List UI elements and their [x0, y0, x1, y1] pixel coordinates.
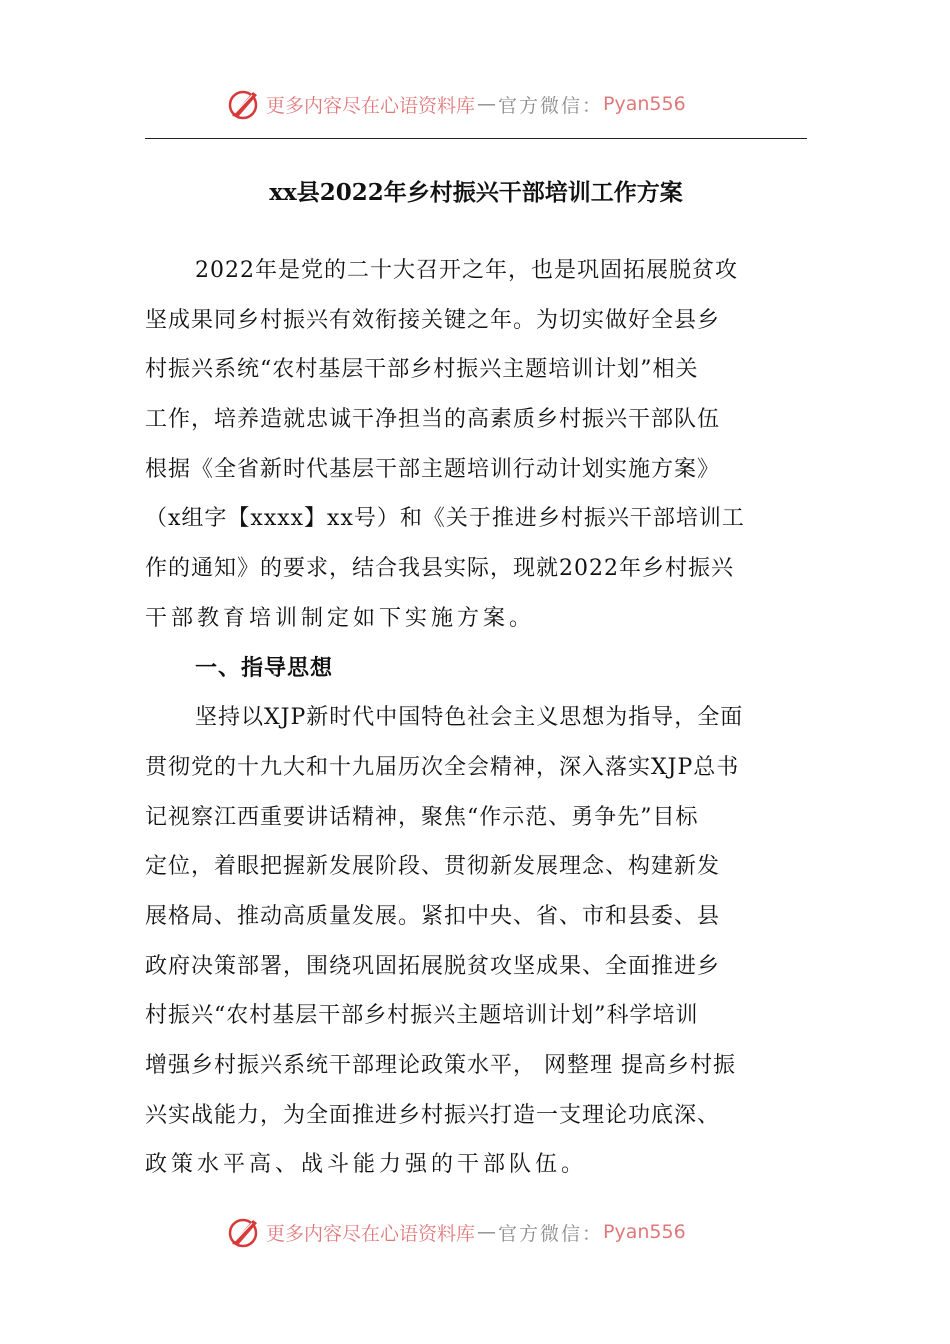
header-divider: [145, 138, 807, 139]
paragraph-line: 增强乡村振兴系统干部理论政策水平， 网整理 提高乡村振: [145, 1053, 736, 1078]
watermark-main-text: 更多内容尽在心语资料库: [266, 94, 476, 117]
quill-pen-logo-icon: [226, 1214, 262, 1250]
paragraph-line: 2022年是党的二十大召开之年，也是巩固拓展脱贫攻: [195, 258, 738, 283]
watermark-wechat-id: Pyan556: [603, 1221, 686, 1243]
paragraph-line: 贯彻党的十九大和十九届历次全会精神，深入落实XJP总书: [145, 754, 740, 780]
paragraph-line: 兴实战能力，为全面推进乡村振兴打造一支理论功底深、: [145, 1102, 721, 1128]
paragraph-line: 干部教育培训制定如下实施方案。: [145, 605, 536, 631]
paragraph-line: 展格局、推动高质量发展。紧扣中央、省、市和县委、县: [145, 903, 721, 929]
watermark-label: 官方微信：: [498, 94, 604, 117]
paragraph-line: 政策水平高、战斗能力强的干部队伍。: [145, 1152, 588, 1178]
watermark-wechat-id: Pyan556: [603, 93, 686, 115]
document-body: [145, 246, 807, 1190]
paragraph-line: 记视察江西重要讲话精神，聚焦“作示范、勇争先”目标: [145, 804, 699, 830]
watermark-main-text: 更多内容尽在心语资料库: [266, 1222, 476, 1245]
paragraph-line: 根据《全省新时代基层干部主题培训行动计划实施方案》: [145, 456, 721, 482]
watermark-label: 官方微信：: [498, 1222, 604, 1245]
paragraph-line: 村振兴“农村基层干部乡村振兴主题培训计划”科学培训: [145, 1003, 699, 1029]
paragraph-line: （x组字【xxxx】xx号）和《关于推进乡村振兴干部培训工: [145, 506, 745, 532]
paragraph-line: 政府决策部署，围绕巩固拓展脱贫攻坚成果、全面推进乡: [145, 953, 721, 979]
paragraph-line: 坚成果同乡村振兴有效衔接关键之年。为切实做好全县乡: [145, 307, 721, 333]
footer-watermark: [226, 1212, 686, 1252]
paragraph-line: 定位，着眼把握新发展阶段、贯彻新发展理念、构建新发: [145, 854, 721, 880]
header-watermark: [226, 84, 686, 124]
watermark-separator: —: [477, 93, 497, 115]
paragraph-line: 村振兴系统“农村基层干部乡村振兴主题培训计划”相关: [145, 357, 699, 383]
watermark-separator: —: [477, 1221, 497, 1243]
paragraph-line: 工作，培养造就忠诚干净担当的高素质乡村振兴干部队伍: [145, 407, 721, 433]
document-title: xx县2022年乡村振兴干部培训工作方案: [269, 179, 683, 206]
paragraph-line: 作的通知》的要求，结合我县实际，现就2022年乡村振兴: [145, 556, 734, 582]
section-heading: 一、指导思想: [195, 655, 334, 681]
quill-pen-logo-icon: [226, 86, 262, 122]
paragraph-line: 坚持以XJP新时代中国特色社会主义思想为指导，全面: [195, 705, 744, 731]
